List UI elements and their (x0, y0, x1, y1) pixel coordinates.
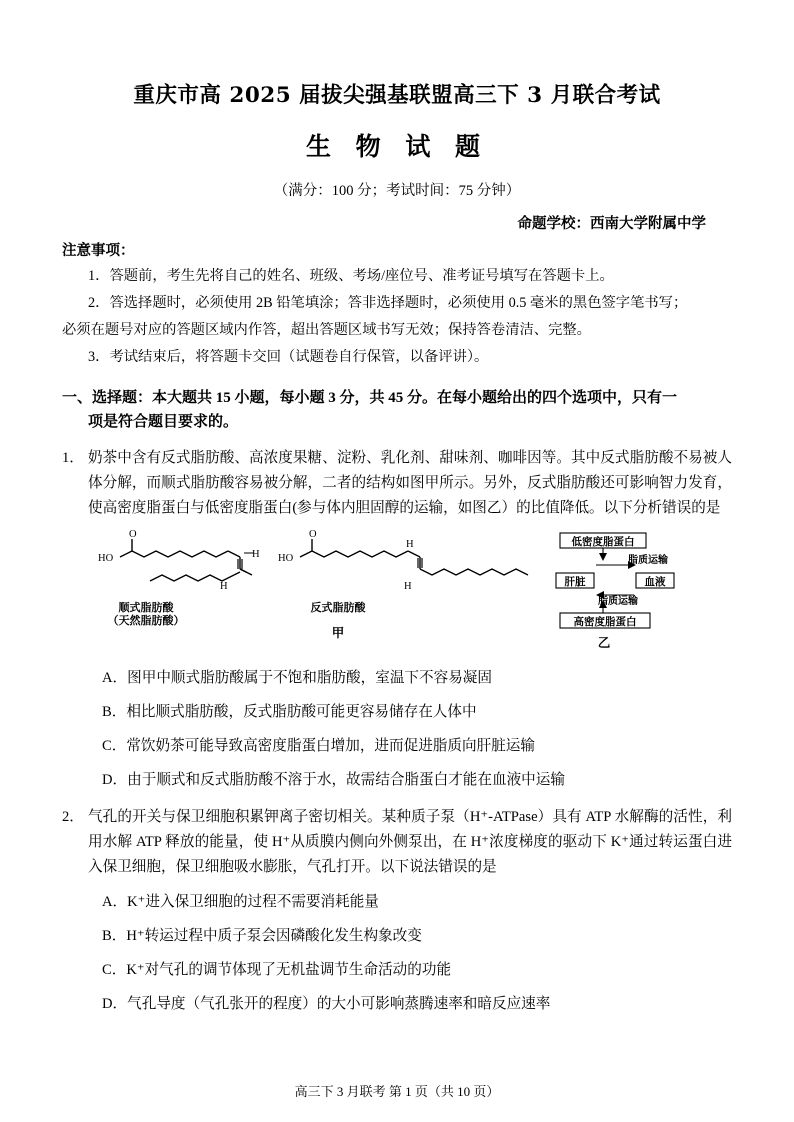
question-stem: 气孔的开关与保卫细胞积累钾离子密切相关。某种质子泵（H⁺-ATPase）具有 ATP 水解酶的活性，利用水解 ATP 释放的能量，使 H⁺从质膜内侧向外侧泵出，在 H⁺浓度梯度的驱动下 K⁺通过转运蛋白进入保卫细胞，保卫细胞吸水膨胀，气孔打开。以下说法错误的是 (88, 809, 732, 876)
score-time-line: （满分：100 分；考试时间：75 分钟） (273, 183, 521, 199)
school-line: 命题学校：西南大学附属中学 (517, 216, 706, 232)
trans-label: 反式脂肪酸 (310, 601, 366, 614)
question-1-option-b: B．相比顺式脂肪酸，反式脂肪酸可能更容易储存在人体中 (102, 704, 477, 720)
cis-label-1: 顺式脂肪酸 (118, 601, 174, 614)
question-1-option-c: C．常饮奶茶可能导致高密度脂蛋白增加，进而促进脂质向肝脏运输 (102, 738, 535, 755)
notice-item: 2．答选择题时，必须使用 2B 铅笔填涂；答非选择题时，必须使用 0.5 毫米的黑色签字笔书写； (88, 295, 688, 312)
section-heading-line1: 一、选择题：本大题共 15 小题，每小题 3 分，共 45 分。在每小题给出的四个选项中，只有一 (62, 389, 678, 406)
ho-label-mid: HO (278, 552, 294, 564)
notice-heading: 注意事项： (62, 243, 135, 259)
question-1-figure (88, 529, 732, 657)
question-stem: 奶茶中含有反式脂肪酸、高浓度果糖、淀粉、乳化剂、甜味剂、咖啡因等。其中反式脂肪酸不易被人体分解，而顺式脂肪酸容易被分解，二者的结构如图甲所示。另外，反式脂肪酸还可影响智力发育，使高密度脂蛋白与低密度脂蛋白(参与体内胆固醇的运输，如图乙）的比值降低。以下分析错误的是 (88, 449, 732, 516)
atom-h-mid-2: H (404, 580, 412, 592)
notice-item: 3．考试结束后，将答题卡交回（试题卷自行保管，以备评讲）。 (88, 349, 489, 366)
question-2-option-a: A．K⁺进入保卫细胞的过程不需要消耗能量 (102, 893, 379, 910)
question-1-option-d: D．由于顺式和反式脂肪酸不溶于水，故需结合脂蛋白才能在血液中运输 (102, 772, 565, 789)
atom-o-left: O (129, 528, 137, 540)
section-heading-line2: 项是符合题目要求的。 (88, 413, 239, 430)
question-1-option-a: A．图甲中顺式脂肪酸属于不饱和脂肪酸，室温下不容易凝固 (102, 669, 492, 686)
question-2-option-c: C．K⁺对气孔的调节体现了无机盐调节生命活动的功能 (102, 961, 452, 978)
section-heading (62, 386, 732, 434)
transport-label-1: 脂质运输 (628, 554, 668, 566)
question-2-option-d: D．气孔导度（气孔张开的程度）的大小可影响蒸腾速率和暗反应速率 (102, 995, 551, 1012)
question-2 (62, 805, 732, 1017)
subject-title: 生 物 试 题 (305, 132, 489, 161)
question-number: 2． (62, 809, 84, 826)
figure-yi-label: 乙 (597, 635, 611, 650)
question-number: 1． (62, 449, 84, 466)
figure-jia-label: 甲 (331, 625, 345, 640)
ldl-box-label: 低密度脂蛋白 (571, 536, 635, 548)
atom-o-mid: O (309, 528, 317, 540)
fatty-acid-diagram (88, 529, 728, 657)
liver-box-label: 肝脏 (564, 576, 586, 588)
blood-box-label: 血液 (644, 576, 666, 588)
page-footer: 高三下 3 月联考 第 1 页（共 10 页） (294, 1084, 500, 1099)
hdl-box-label: 高密度脂蛋白 (573, 616, 637, 628)
notice-item: 必须在题号对应的答题区域内作答，超出答题区域书写无效；保持答卷清洁、完整。 (62, 322, 591, 339)
atom-h-left-2: H (220, 580, 228, 592)
cis-label-2: （天然脂肪酸） (107, 614, 185, 627)
notice-item: 1．答题前，考生先将自己的姓名、班级、考场/座位号、准考证号填写在答题卡上。 (88, 268, 614, 284)
atom-h-mid-1: H (406, 538, 414, 550)
atom-h-left-1: H (252, 548, 260, 560)
page-title: 重庆市高 2025 届拔尖强基联盟高三下 3 月联合考试 (133, 83, 661, 108)
transport-label-2: 脂质运输 (598, 595, 638, 607)
question-2-option-b: B．H⁺转运过程中质子泵会因磷酸化发生构象改变 (102, 927, 422, 944)
ho-label-left: HO (98, 552, 114, 564)
question-1 (62, 446, 732, 794)
